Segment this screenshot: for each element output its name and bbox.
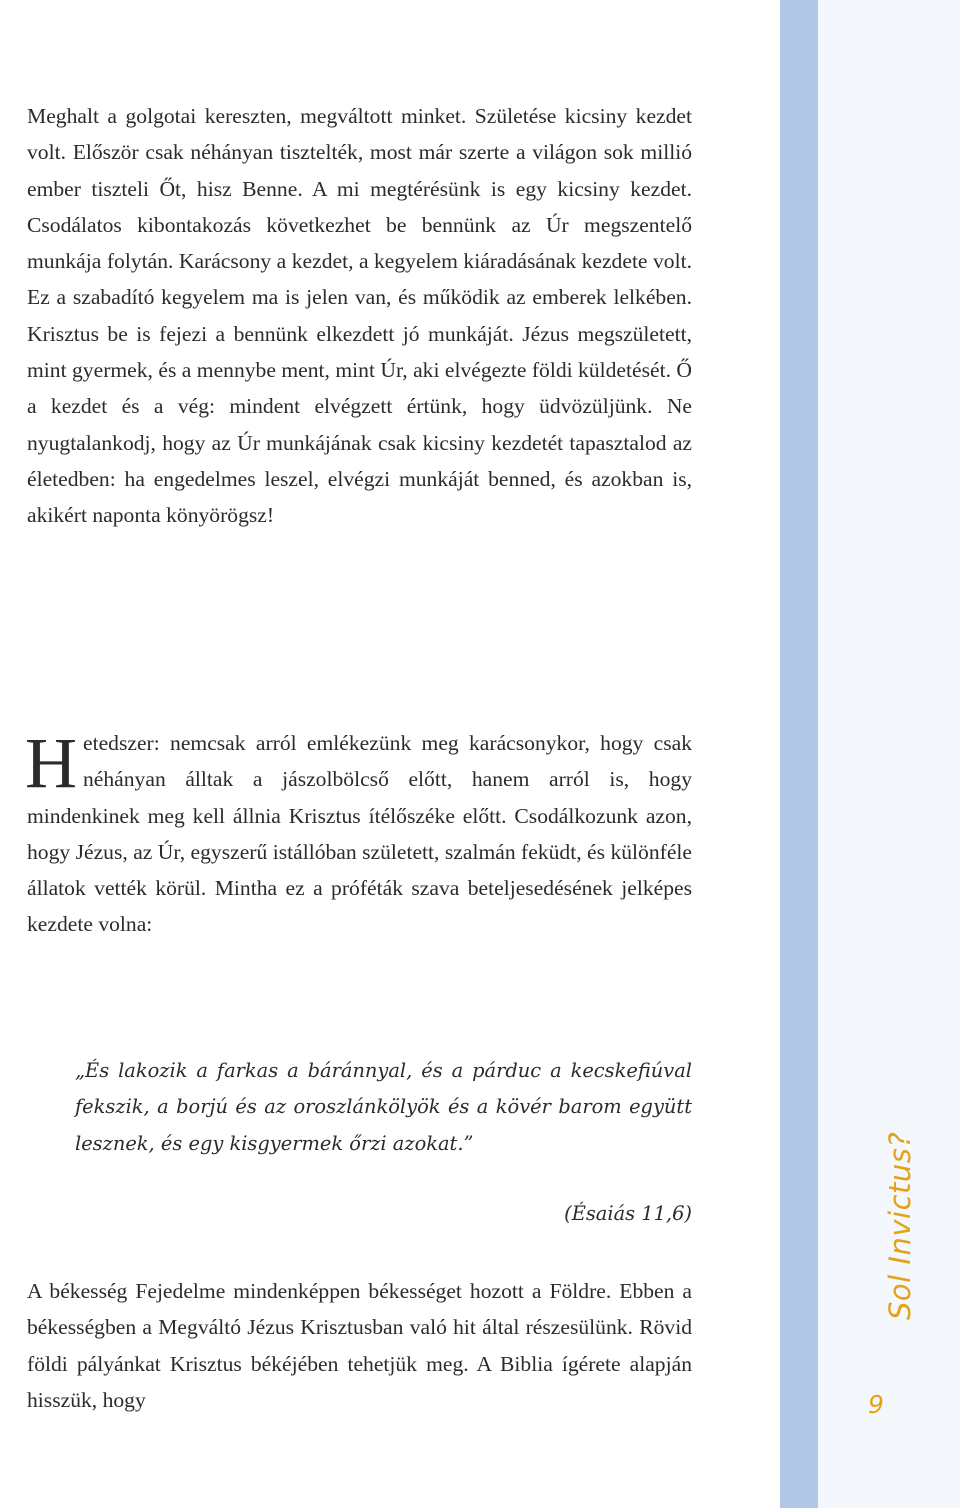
page-number: 9 — [868, 1390, 884, 1419]
paragraph-2-text: etedszer: nemcsak arról emlékezünk meg karácsonykor, hogy csak néhányan álltak a jászolbölcső előtt, hanem arról is, hogy mindenkinek meg kell állnia Krisztus ítélőszéke előtt. Csodálkozunk azon, hogy Jézus, az Úr, egyszerű istállóban született, szalmán feküdt, és különféle állatok vették körül. Mintha ez a próféták szava beteljesedésének jelképes kezdete volna: — [27, 731, 692, 937]
drop-cap: H — [25, 723, 77, 803]
paragraph-3: A békesség Fejedelme mindenképpen békességet hozott a Földre. Ebben a békességben a Megváltó Jézus Krisztusban való hit által részesülünk. Rövid földi pályánkat Krisztus békéjében tehetjük meg. A Biblia ígérete alapján hisszük, hogy — [27, 1279, 692, 1412]
quote-reference: (Ésaiás 11,6) — [564, 1202, 692, 1225]
blue-margin-stripe — [780, 0, 818, 1508]
running-title: Sol Invictus? — [883, 1131, 917, 1320]
paragraph-2 — [27, 725, 692, 943]
bible-quote: „És lakozik a farkas a báránnyal, és a párduc a kecskefiúval fekszik, a borjú és az oroszlánkölyök és a kövér barom együtt lesznek, és egy kisgyermek őrzi azokat.” — [75, 1059, 692, 1155]
paragraph-1: Meghalt a golgotai kereszten, megváltott minket. Születése kicsiny kezdet volt. Először csak néhányan tisztelték, most már szerte a világon sok millió ember tiszteli Őt, hisz Benne. A mi megtérésünk is egy kicsiny kezdet. Csodálatos kibontakozás következhet be bennünk az Úr megszentelő munkája folytán. Karácsony a kezdet, a kegyelem kiáradásának kezdete volt. Ez a szabadító kegyelem ma is jelen van, és működik az emberek lelkében. Krisztus be is fejezi a bennünk elkezdett jó munkáját. Jézus megszületett, mint gyermek, és a mennybe ment, mint Úr, aki elvégezte földi küldetését. Ő a kezdet és a vég: mindent elvégzett értünk, hogy üdvözüljünk. Ne nyugtalankodj, hogy az Úr munkájának csak kicsiny kezdetét tapasztalod az életedben: ha engedelmes leszel, elvégzi munkáját benned, és azokban is, akikért naponta könyörögsz! — [27, 104, 692, 528]
